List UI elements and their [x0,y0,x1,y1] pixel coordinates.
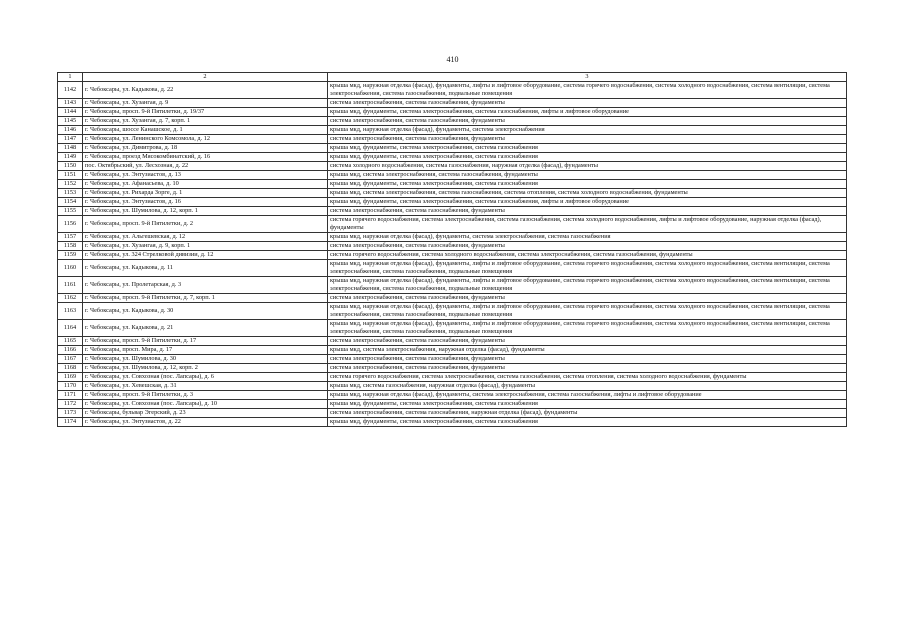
row-number: 1154 [58,198,83,207]
row-number: 1164 [58,320,83,337]
row-address: г. Чебоксары, ул. Хевешская, д. 31 [83,382,328,391]
row-address: г. Чебоксары, просп. 9-й Пятилетки, д. 19/37 [83,108,328,117]
row-address: г. Чебоксары, ул. Кадыкова, д. 30 [83,303,328,320]
row-elements: крыша мкд, система электроснабжения, наружная отделка (фасад), фундаменты [328,346,847,355]
row-elements: система электроснабжения, система газоснабжения, фундаменты [328,337,847,346]
table-row [58,99,847,108]
row-number: 1147 [58,135,83,144]
row-number: 1161 [58,277,83,294]
row-number: 1174 [58,418,83,427]
row-number: 1171 [58,391,83,400]
row-address: г. Чебоксары, ул. Рихарда Зорге, д. 1 [83,189,328,198]
row-address: г. Чебоксары, ул. Совхозная (пос. Лапсары), д. 6 [83,373,328,382]
row-number: 1142 [58,82,83,99]
row-address: г. Чебоксары, ул. Пролетарская, д. 3 [83,277,328,294]
row-address: г. Чебоксары, ул. Энтузиастов, д. 16 [83,198,328,207]
row-address: г. Чебоксары, ул. Димитрова, д. 18 [83,144,328,153]
table-row [58,364,847,373]
row-address: г. Чебоксары, ул. Шумилова, д. 12, корп. 1 [83,207,328,216]
row-address: г. Чебоксары, ул. Совхозная (пос. Лапсары), д. 10 [83,400,328,409]
row-elements: крыша мкд, система электроснабжения, система газоснабжения, фундаменты [328,171,847,180]
row-elements: крыша мкд, фундаменты, система электроснабжения, система газоснабжения [328,400,847,409]
row-elements: крыша мкд, фундаменты, система электроснабжения, система газоснабжения, лифты и лифтовое оборудование [328,108,847,117]
row-elements: система горячего водоснабжения, система холодного водоснабжения, система электроснабжения, система газоснабжения, фундаменты [328,251,847,260]
row-address: г. Чебоксары, просп. 9-й Пятилетки, д. 7, корп. 1 [83,294,328,303]
header-row [58,73,847,82]
row-number: 1152 [58,180,83,189]
row-elements: система электроснабжения, система газоснабжения, фундаменты [328,207,847,216]
column-header-address: 2 [83,73,328,82]
row-number: 1143 [58,99,83,108]
table-row [58,144,847,153]
row-number: 1170 [58,382,83,391]
row-number: 1169 [58,373,83,382]
table-row [58,320,847,337]
table-row [58,153,847,162]
row-elements: система электроснабжения, система газоснабжения, фундаменты [328,135,847,144]
data-table [57,72,847,427]
row-address: г. Чебоксары, ул. Альгешевская, д. 12 [83,233,328,242]
table-row [58,82,847,99]
row-elements: система электроснабжения, система газоснабжения, фундаменты [328,99,847,108]
row-number: 1155 [58,207,83,216]
row-elements: крыша мкд, наружная отделка (фасад), фундаменты, система электроснабжения [328,126,847,135]
row-elements: крыша мкд, наружная отделка (фасад), фундаменты, лифты и лифтовое оборудование, система горячего водоснабжения, система холодного водоснабжения, система вентиляции, система электроснабжения, система газоснабжения, подвальные помещения [328,82,847,99]
row-address: г. Чебоксары, проезд Мясокомбинатский, д. 16 [83,153,328,162]
table-row [58,135,847,144]
row-number: 1145 [58,117,83,126]
row-number: 1167 [58,355,83,364]
table-row [58,207,847,216]
row-address: г. Чебоксары, ул. Хузангая, д. 9, корп. 1 [83,242,328,251]
row-elements: крыша мкд, наружная отделка (фасад), фундаменты, система электроснабжения, система газоснабжения, лифты и лифтовое оборудование [328,391,847,400]
row-address: г. Чебоксары, бульвар Эгерский, д. 23 [83,409,328,418]
row-address: г. Чебоксары, ул. Ленинского Комсомола, д. 12 [83,135,328,144]
row-number: 1160 [58,260,83,277]
row-elements: система электроснабжения, система газоснабжения, наружная отделка (фасад), фундаменты [328,409,847,418]
table-row [58,346,847,355]
row-elements: система горячего водоснабжения, система электроснабжения, система газоснабжения, система отопления, система холодного водоснабжения, фундаменты [328,373,847,382]
row-address: г. Чебоксары, ул. Афанасьева, д. 10 [83,180,328,189]
row-elements: крыша мкд, наружная отделка (фасад), фундаменты, лифты и лифтовое оборудование, система горячего водоснабжения, система холодного водоснабжения, система вентиляции, система электроснабжения, система газоснабжения, подвальные помещения [328,277,847,294]
page-number: 410 [446,55,459,64]
table-row [58,391,847,400]
table-row [58,355,847,364]
row-number: 1156 [58,216,83,233]
row-number: 1144 [58,108,83,117]
row-number: 1158 [58,242,83,251]
row-address: г. Чебоксары, просп. 9-й Пятилетки, д. 2 [83,216,328,233]
table-row [58,373,847,382]
table-row [58,180,847,189]
column-header-elements: 3 [328,73,847,82]
table-row [58,294,847,303]
row-elements: система электроснабжения, система газоснабжения, фундаменты [328,364,847,373]
row-number: 1173 [58,409,83,418]
row-number: 1149 [58,153,83,162]
row-number: 1151 [58,171,83,180]
table-row [58,337,847,346]
table-row [58,418,847,427]
row-address: г. Чебоксары, ул. Шумилова, д. 30 [83,355,328,364]
row-elements: крыша мкд, наружная отделка (фасад), фундаменты, лифты и лифтовое оборудование, система горячего водоснабжения, система холодного водоснабжения, система вентиляции, система электроснабжения, система газоснабжения, подвальные помещения [328,320,847,337]
row-address: г. Чебоксары, ул. 324 Стрелковой дивизии, д. 12 [83,251,328,260]
row-address: г. Чебоксары, просп. Мира, д. 17 [83,346,328,355]
row-elements: система горячего водоснабжения, система электроснабжения, система газоснабжения, система холодного водоснабжения, лифты и лифтовое оборудование, наружная отделка (фасад), фундаменты [328,216,847,233]
table-row [58,409,847,418]
row-elements: крыша мкд, фундаменты, система электроснабжения, система газоснабжения, лифты и лифтовое оборудование [328,198,847,207]
row-address: г. Чебоксары, просп. 9-й Пятилетки, д. 3 [83,391,328,400]
row-elements: крыша мкд, фундаменты, система электроснабжения, система газоснабжения [328,144,847,153]
table-row [58,216,847,233]
row-address: г. Чебоксары, ул. Шумилова, д. 12, корп. 2 [83,364,328,373]
row-number: 1168 [58,364,83,373]
row-elements: крыша мкд, система газоснабжения, наружная отделка (фасад), фундаменты [328,382,847,391]
row-address: г. Чебоксары, ул. Кадыкова, д. 21 [83,320,328,337]
row-elements: система электроснабжения, система газоснабжения, фундаменты [328,117,847,126]
table-row [58,189,847,198]
row-number: 1162 [58,294,83,303]
row-elements: система электроснабжения, система газоснабжения, фундаменты [328,242,847,251]
row-address: г. Чебоксары, ул. Энтузиастов, д. 22 [83,418,328,427]
row-elements: крыша мкд, фундаменты, система электроснабжения, система газоснабжения [328,153,847,162]
row-elements: крыша мкд, наружная отделка (фасад), фундаменты, лифты и лифтовое оборудование, система горячего водоснабжения, система холодного водоснабжения, система вентиляции, система электроснабжения, система газоснабжения, подвальные помещения [328,260,847,277]
row-elements: система электроснабжения, система газоснабжения, фундаменты [328,294,847,303]
row-elements: крыша мкд, фундаменты, система электроснабжения, система газоснабжения [328,180,847,189]
row-elements: крыша мкд, наружная отделка (фасад), фундаменты, лифты и лифтовое оборудование, система горячего водоснабжения, система холодного водоснабжения, система вентиляции, система электроснабжения, система газоснабжения, подвальные помещения [328,303,847,320]
column-header-number: 1 [58,73,83,82]
row-elements: крыша мкд, фундаменты, система электроснабжения, система газоснабжения [328,418,847,427]
row-number: 1148 [58,144,83,153]
row-elements: система холодного водоснабжения, система газоснабжения, наружная отделка (фасад), фундаменты [328,162,847,171]
row-address: пос. Октябрьский, ул. Лесхозная, д. 22 [83,162,328,171]
row-elements: система электроснабжения, система газоснабжения, фундаменты [328,355,847,364]
table-row [58,198,847,207]
table-row [58,260,847,277]
table-row [58,126,847,135]
row-elements: крыша мкд, наружная отделка (фасад), фундаменты, система электроснабжения, система газоснабжения [328,233,847,242]
row-number: 1159 [58,251,83,260]
row-address: г. Чебоксары, ул. Кадыкова, д. 11 [83,260,328,277]
row-number: 1150 [58,162,83,171]
row-address: г. Чебоксары, ул. Хузангая, д. 7, корп. 1 [83,117,328,126]
row-address: г. Чебоксары, ул. Кадыкова, д. 22 [83,82,328,99]
table-row [58,233,847,242]
table-row [58,117,847,126]
row-address: г. Чебоксары, просп. 9-й Пятилетки, д. 17 [83,337,328,346]
table-row [58,303,847,320]
table-row [58,382,847,391]
row-number: 1146 [58,126,83,135]
table-row [58,108,847,117]
row-number: 1163 [58,303,83,320]
row-number: 1157 [58,233,83,242]
row-address: г. Чебоксары, ул. Энтузиастов, д. 13 [83,171,328,180]
row-elements: крыша мкд, система электроснабжения, система газоснабжения, система отопления, система холодного водоснабжения, фундаменты [328,189,847,198]
row-address: г. Чебоксары, шоссе Канашское, д. 1 [83,126,328,135]
row-number: 1172 [58,400,83,409]
row-number: 1153 [58,189,83,198]
row-number: 1165 [58,337,83,346]
table-row [58,242,847,251]
table-row [58,277,847,294]
table-row [58,400,847,409]
table-row [58,171,847,180]
row-number: 1166 [58,346,83,355]
table-row [58,162,847,171]
table-row [58,251,847,260]
row-address: г. Чебоксары, ул. Хузангая, д. 9 [83,99,328,108]
